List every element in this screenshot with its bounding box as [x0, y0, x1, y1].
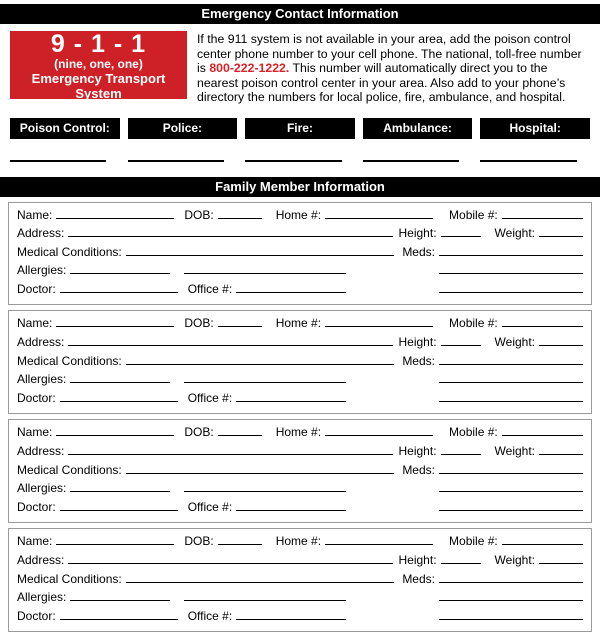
meds-continuation-line-1 [439, 265, 583, 274]
allergies-label: Allergies: [17, 372, 66, 386]
home-number-label: Home #: [276, 316, 321, 330]
member-row-name [17, 425, 583, 444]
mobile-number-label: Mobile #: [449, 208, 498, 222]
dob-label: DOB: [184, 534, 213, 548]
home-number-blank-line [325, 318, 433, 327]
badge-caption: Emergency Transport System [10, 71, 187, 101]
mobile-number-label: Mobile #: [449, 534, 498, 548]
allergies-blank-line [70, 265, 170, 274]
height-blank-line [441, 228, 481, 237]
meds-continuation-line-1 [439, 483, 583, 492]
weight-label: Weight: [495, 553, 535, 567]
member-row-allergies [17, 263, 583, 282]
meds-blank-line [439, 574, 583, 583]
allergies-blank-line [70, 483, 170, 492]
mobile-number-blank-line [502, 210, 583, 219]
allergies-continuation-line [184, 374, 346, 383]
allergies-label: Allergies: [17, 590, 66, 604]
home-number-label: Home #: [276, 425, 321, 439]
doctor-blank-line [60, 611, 178, 620]
member-row-address [17, 444, 583, 463]
family-section-header [0, 177, 600, 197]
meds-label: Meds: [402, 572, 435, 586]
contact-blank-cell-ambulance [363, 139, 473, 164]
member-row-address [17, 553, 583, 572]
home-number-label: Home #: [276, 534, 321, 548]
family-member-block [8, 528, 592, 632]
weight-label: Weight: [495, 444, 535, 458]
family-member-block [8, 310, 592, 414]
dob-blank-line [218, 427, 262, 436]
contact-labels-row [10, 118, 590, 139]
medical-conditions-blank-line [126, 247, 395, 256]
allergies-blank-line [70, 374, 170, 383]
office-number-blank-line [236, 611, 346, 620]
medical-conditions-blank-line [126, 574, 395, 583]
contact-blank-line-police [128, 139, 224, 162]
doctor-label: Doctor: [17, 609, 56, 623]
medical-conditions-label: Medical Conditions: [17, 354, 122, 368]
office-number-blank-line [236, 284, 346, 293]
office-number-label: Office #: [188, 609, 232, 623]
name-label: Name: [17, 316, 52, 330]
height-blank-line [441, 555, 481, 564]
meds-blank-line [439, 356, 583, 365]
meds-continuation-line-1 [439, 374, 583, 383]
office-number-blank-line [236, 393, 346, 402]
member-row-allergies [17, 372, 583, 391]
doctor-blank-line [60, 502, 178, 511]
member-row-medical [17, 572, 583, 591]
meds-continuation-line-2 [439, 502, 583, 511]
emergency-section-header [0, 4, 600, 24]
name-blank-line [56, 210, 174, 219]
member-row-address [17, 226, 583, 245]
height-label: Height: [399, 226, 437, 240]
paragraph-text-after: This number will automatically direct you to the nearest poison control center in your area. Also add to your phone’s directory the numbers for local police, fire, ambulance, and hospital. [197, 61, 565, 104]
weight-label: Weight: [495, 226, 535, 240]
meds-label: Meds: [402, 354, 435, 368]
address-blank-line [68, 228, 392, 237]
member-row-doctor [17, 282, 583, 301]
poison-control-phone-number: 800-222-1222. [209, 61, 289, 75]
doctor-blank-line [60, 284, 178, 293]
office-number-label: Office #: [188, 391, 232, 405]
address-label: Address: [17, 335, 64, 349]
weight-blank-line [539, 337, 583, 346]
height-blank-line [441, 337, 481, 346]
name-blank-line [56, 536, 174, 545]
member-row-medical [17, 463, 583, 482]
mobile-number-blank-line [502, 318, 583, 327]
contact-label-police: Police: [128, 118, 238, 139]
member-row-doctor [17, 500, 583, 519]
meds-continuation-line-1 [439, 592, 583, 601]
member-row-allergies [17, 590, 583, 609]
address-label: Address: [17, 226, 64, 240]
meds-continuation-line-2 [439, 284, 583, 293]
contact-blank-cell-hospital [480, 139, 590, 164]
badge-subtitle: (nine, one, one) [54, 57, 143, 71]
name-label: Name: [17, 208, 52, 222]
meds-continuation-line-2 [439, 393, 583, 402]
contact-blank-cell-police [128, 139, 238, 164]
allergies-label: Allergies: [17, 263, 66, 277]
contact-blank-line-ambulance [363, 139, 459, 162]
contact-blank-cell-poison-control [10, 139, 120, 164]
home-number-blank-line [325, 536, 433, 545]
medical-conditions-label: Medical Conditions: [17, 463, 122, 477]
allergies-label: Allergies: [17, 481, 66, 495]
contact-blank-line-poison-control [10, 139, 106, 162]
contact-label-hospital: Hospital: [480, 118, 590, 139]
doctor-label: Doctor: [17, 500, 56, 514]
family-member-block [8, 419, 592, 523]
doctor-label: Doctor: [17, 282, 56, 296]
name-blank-line [56, 427, 174, 436]
name-label: Name: [17, 425, 52, 439]
height-label: Height: [399, 553, 437, 567]
address-blank-line [68, 446, 392, 455]
allergies-continuation-line [184, 483, 346, 492]
address-label: Address: [17, 553, 64, 567]
mobile-number-blank-line [502, 536, 583, 545]
dob-blank-line [218, 210, 262, 219]
dob-label: DOB: [184, 316, 213, 330]
meds-blank-line [439, 247, 583, 256]
badge-number: 9 - 1 - 1 [51, 31, 146, 57]
intro-paragraph [197, 31, 590, 105]
member-row-name [17, 534, 583, 553]
dob-label: DOB: [184, 208, 213, 222]
allergies-blank-line [70, 592, 170, 601]
address-label: Address: [17, 444, 64, 458]
contact-label-poison-control: Poison Control: [10, 118, 120, 139]
mobile-number-label: Mobile #: [449, 316, 498, 330]
emergency-section-title: Emergency Contact Information [201, 6, 398, 21]
home-number-blank-line [325, 210, 433, 219]
medical-conditions-label: Medical Conditions: [17, 572, 122, 586]
doctor-blank-line [60, 393, 178, 402]
member-row-address [17, 335, 583, 354]
family-section-title: Family Member Information [215, 179, 385, 194]
home-number-blank-line [325, 427, 433, 436]
contact-blank-lines-row [10, 139, 590, 164]
name-blank-line [56, 318, 174, 327]
member-row-medical [17, 245, 583, 264]
home-number-label: Home #: [276, 208, 321, 222]
contact-blank-line-fire [245, 139, 341, 162]
family-member-blocks [0, 202, 600, 632]
doctor-label: Doctor: [17, 391, 56, 405]
member-row-doctor [17, 391, 583, 410]
nine-one-one-badge [10, 31, 187, 99]
dob-blank-line [218, 536, 262, 545]
address-blank-line [68, 555, 392, 564]
member-row-name [17, 208, 583, 227]
member-row-medical [17, 354, 583, 373]
dob-blank-line [218, 318, 262, 327]
height-label: Height: [399, 335, 437, 349]
contact-blank-cell-fire [245, 139, 355, 164]
paragraph-text-before: If the 911 system is not available in your area, add the poison control center phone number to your cell phone. The national, toll-free number is [197, 32, 582, 75]
address-blank-line [68, 337, 392, 346]
medical-conditions-blank-line [126, 356, 395, 365]
medical-conditions-blank-line [126, 465, 395, 474]
contact-label-fire: Fire: [245, 118, 355, 139]
meds-continuation-line-2 [439, 611, 583, 620]
meds-label: Meds: [402, 463, 435, 477]
member-row-allergies [17, 481, 583, 500]
weight-blank-line [539, 555, 583, 564]
office-number-blank-line [236, 502, 346, 511]
height-blank-line [441, 446, 481, 455]
weight-label: Weight: [495, 335, 535, 349]
contact-label-ambulance: Ambulance: [363, 118, 473, 139]
meds-label: Meds: [402, 245, 435, 259]
member-row-doctor [17, 609, 583, 628]
family-member-block [8, 202, 592, 306]
allergies-continuation-line [184, 592, 346, 601]
contact-blank-line-hospital [480, 139, 576, 162]
height-label: Height: [399, 444, 437, 458]
office-number-label: Office #: [188, 282, 232, 296]
allergies-continuation-line [184, 265, 346, 274]
member-row-name [17, 316, 583, 335]
weight-blank-line [539, 228, 583, 237]
intro-row [10, 31, 590, 105]
weight-blank-line [539, 446, 583, 455]
office-number-label: Office #: [188, 500, 232, 514]
meds-blank-line [439, 465, 583, 474]
medical-conditions-label: Medical Conditions: [17, 245, 122, 259]
mobile-number-label: Mobile #: [449, 425, 498, 439]
dob-label: DOB: [184, 425, 213, 439]
name-label: Name: [17, 534, 52, 548]
mobile-number-blank-line [502, 427, 583, 436]
